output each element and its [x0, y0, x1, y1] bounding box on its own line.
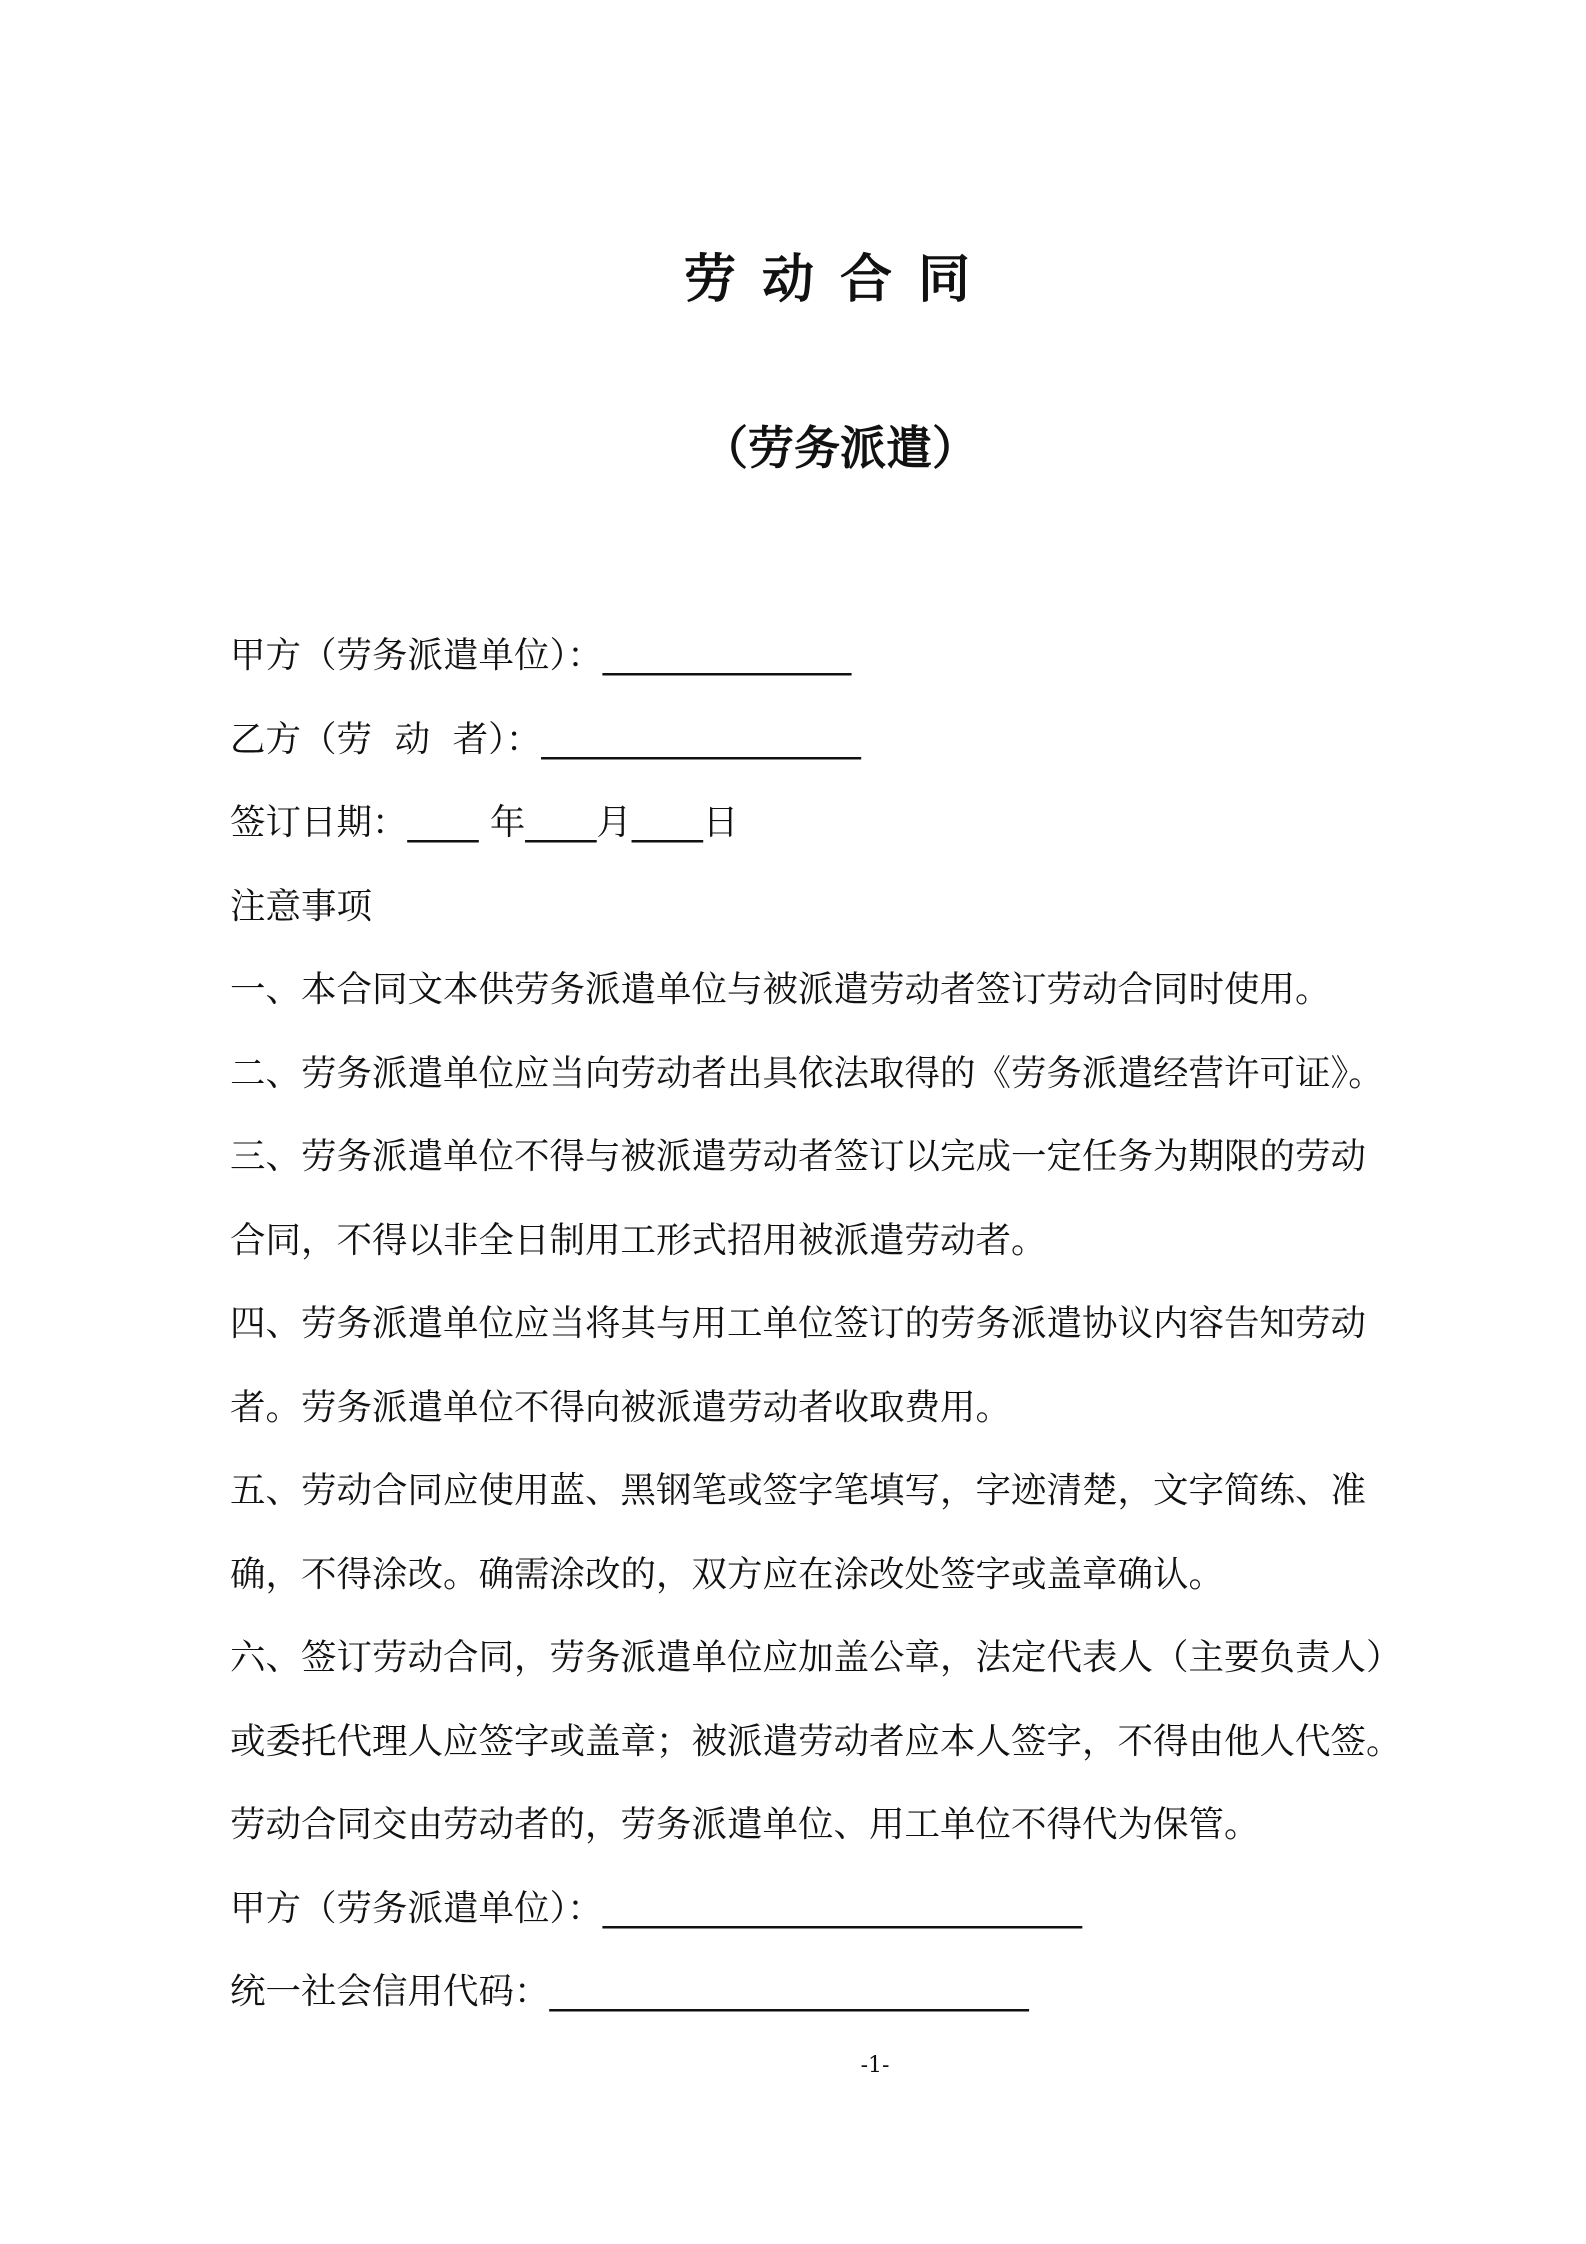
notice-line-7: 五、劳动合同应使用蓝、黑钢笔或签字笔填写，字迹清楚，文字简练、准 — [230, 1470, 1367, 1511]
notice-line-8: 确，不得涂改。确需涂改的，双方应在涂改处签字或盖章确认。 — [230, 1553, 1225, 1595]
signing-month-blank: ____ — [525, 802, 597, 843]
credit-code-blank: ___________________________ — [549, 1971, 1029, 2012]
signing-year-unit: 年 — [489, 802, 526, 843]
footer-party-a-blank: ___________________________ — [602, 1887, 1083, 1929]
signing-year-blank: ____ — [407, 802, 490, 843]
credit-code-label: 统一社会信用代码： — [230, 1971, 550, 2012]
contract-body — [230, 614, 1430, 2034]
notice-line-10: 或委托代理人应签字或盖章；被派遣劳动者应本人签字，不得由他人代签。 — [230, 1720, 1402, 1762]
notice-heading: 注意事项 — [230, 885, 373, 927]
notice-line-2: 二、劳务派遣单位应当向劳动者出具依法取得的《劳务派遣经营许可证》。 — [230, 1052, 1384, 1094]
page-number: -1- — [860, 2053, 890, 2078]
signing-day-unit: 日 — [702, 802, 739, 843]
notice-line-4: 合同，不得以非全日制用工形式招用被派遣劳动者。 — [230, 1219, 1047, 1261]
contract-title: 劳动合同 — [683, 250, 996, 310]
credit-code-field — [230, 1950, 1430, 2034]
notice-line-11: 劳动合同交由劳动者的，劳务派遣单位、用工单位不得代为保管。 — [230, 1804, 1260, 1845]
party-a-blank: ______________ — [602, 635, 852, 676]
signing-day-blank: ____ — [631, 802, 703, 843]
signing-date-label: 签订日期： — [230, 802, 408, 843]
notice-line-1: 一、本合同文本供劳务派遣单位与被派遣劳动者签订劳动合同时使用。 — [230, 969, 1331, 1010]
party-b-blank: __________________ — [541, 718, 861, 760]
party-b-label: 乙方（劳 动 者）： — [230, 718, 542, 760]
footer-party-a-field — [230, 1867, 1430, 1951]
party-a-field — [230, 614, 1430, 698]
notice-line-6: 者。劳务派遣单位不得向被派遣劳动者收取费用。 — [230, 1386, 1012, 1428]
signing-date-field — [230, 781, 1430, 865]
signing-month-unit: 月 — [596, 802, 632, 843]
notice-line-5: 四、劳务派遣单位应当将其与用工单位签订的劳务派遣协议内容告知劳动 — [230, 1303, 1367, 1344]
contract-subtitle: （劳务派遣） — [702, 421, 978, 475]
party-a-label: 甲方（劳务派遣单位）： — [230, 635, 603, 676]
notice-line-3: 三、劳务派遣单位不得与被派遣劳动者签订以完成一定任务为期限的劳动 — [230, 1136, 1367, 1177]
notice-line-9: 六、签订劳动合同，劳务派遣单位应加盖公章，法定代表人（主要负责人） — [230, 1637, 1402, 1678]
party-b-field — [230, 698, 1430, 782]
footer-party-a-label: 甲方（劳务派遣单位）： — [230, 1887, 603, 1929]
